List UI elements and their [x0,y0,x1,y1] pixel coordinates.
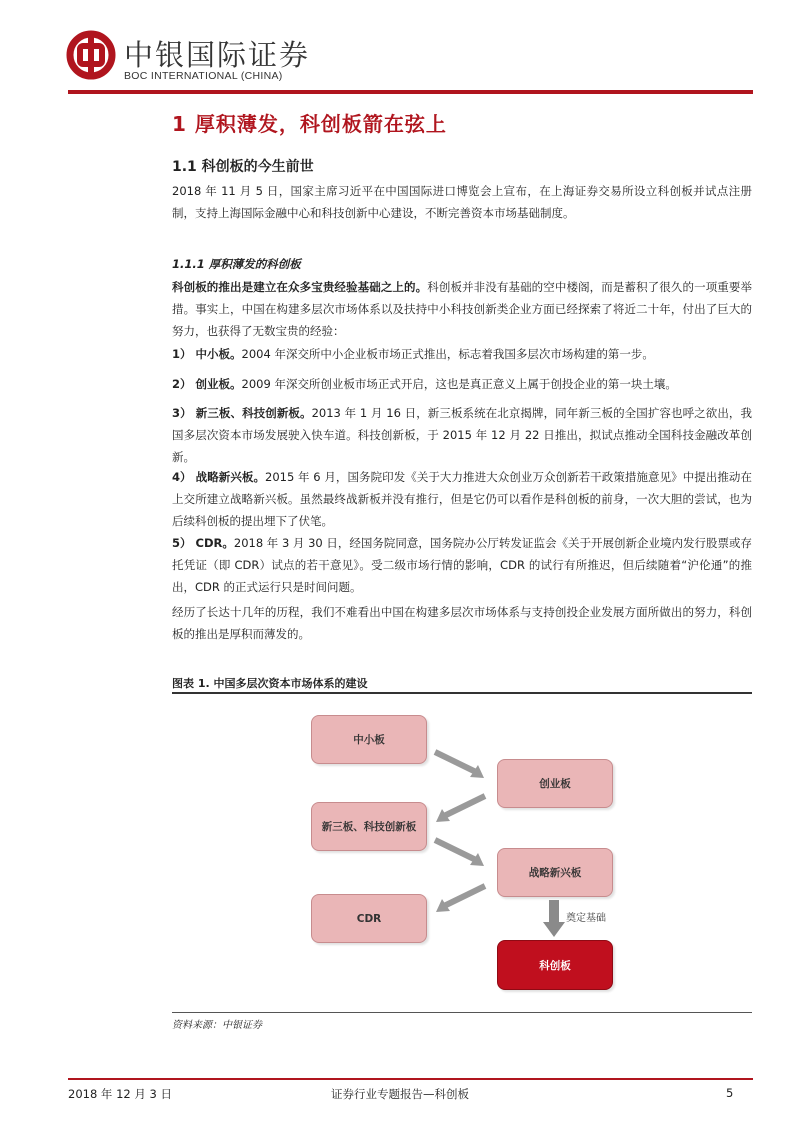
list-item-label: 3） 新三板、科技创新板。 [172,406,312,420]
footer-divider [68,1078,753,1080]
list-item-text: 2013 年 1 月 16 日，新三板系统在北京揭牌，同年新三板的全国扩容也呼之欲出，我国多层次资本市场发展驶入快车道。科技创新板，于 2015 年 12 月 22 日推出，拟试点推动全国科技金融改革创新。 [172,406,752,464]
boc-logo-icon [66,30,116,80]
arrow-left-down-icon [432,792,488,824]
page-number: 5 [726,1086,734,1100]
arrow-right-down-icon [432,836,488,868]
arrow-left-down-icon [432,882,488,914]
flow-box-chinext: 创业板 [497,759,613,808]
brand-name-en: BOC INTERNATIONAL (CHINA) [124,70,283,82]
sub-subsection-title: 1.1.1 厚积薄发的科创板 [172,257,301,271]
figure-source: 资料来源：中银证券 [172,1020,262,1031]
flow-box-strategic-board: 战略新兴板 [497,848,613,897]
subsection-title: 1.1 科创板的今生前世 [172,159,314,175]
header-divider [68,90,753,94]
list-item-label: 4） 战略新兴板。 [172,470,266,484]
list-item-text: 2018 年 3 月 30 日，经国务院同意，国务院办公厅转发证监会《关于开展创新企业境内发行股票或存托凭证（即 CDR）试点的若干意见》。受二级市场行情的影响，CDR 的试行有所推迟，但后续随着“沪伦通”的推出，CDR 的正式运行只是时间问题。 [172,536,752,594]
figure-divider [172,692,752,694]
list-item [172,466,752,532]
footer-report-title: 证券行业专题报告—科创板 [331,1087,469,1101]
section-title: 1 厚积薄发，科创板箭在弦上 [172,112,447,136]
list-item-text: 2015 年 6 月，国务院印发《关于大力推进大众创业万众创新若干政策措施意见》中提出推动在上交所建立战略新兴板。虽然最终战新板并没有推行，但是它仍可以看作是科创板的前身，一次大胆的尝试，也为后续科创板的提出埋下了伏笔。 [172,470,752,528]
list-item-label: 1） 中小板。 [172,347,242,361]
list-item [172,402,752,468]
closing-paragraph: 经历了长达十几年的历程，我们不难看出中国在构建多层次市场体系与支持创投企业发展方面所做出的努力，科创板的推出是厚积而薄发的。 [172,605,752,641]
flow-box-neeq: 新三板、科技创新板 [311,802,427,851]
flow-box-star-market: 科创板 [497,940,613,990]
lead-rest-text: 科创板并非没有基础的空中楼阁，而是蓄积了很久的一项重要举措。事实上，中国在构建多层次市场体系以及扶持中小科技创新类企业方面已经探索了将近二十年，付出了巨大的努力，也获得了无数宝贵的经验： [172,280,753,338]
figure-title: 图表 1. 中国多层次资本市场体系的建设 [172,677,368,690]
arrow-down-icon [542,900,566,938]
arrow-right-down-icon [432,748,488,780]
flow-box-cdr: CDR [311,894,427,943]
list-item [172,532,752,598]
list-item [172,343,752,365]
list-item-label: 5） CDR。 [172,536,234,550]
intro-paragraph: 2018 年 11 月 5 日，国家主席习近平在中国国际进口博览会上宣布，在上海证券交易所设立科创板并试点注册制，支持上海国际金融中心和科技创新中心建设，不断完善资本市场基础制度。 [172,184,752,220]
flow-box-sme-board: 中小板 [311,715,427,764]
foundation-label: 奠定基础 [566,913,606,924]
footer-date: 2018 年 12 月 3 日 [68,1087,172,1101]
list-item-text: 2009 年深交所创业板市场正式开启，这也是真正意义上属于创投企业的第一块土壤。 [241,377,677,391]
source-divider [172,1012,752,1013]
list-item-text: 2004 年深交所中小企业板市场正式推出，标志着我国多层次市场构建的第一步。 [241,347,654,361]
list-item-label: 2） 创业板。 [172,377,242,391]
brand-name-cn: 中银国际证券 [124,38,311,72]
lead-bold-text: 科创板的推出是建立在众多宝贵经验基础之上的。 [172,280,428,294]
list-item [172,373,752,395]
lead-paragraph [172,276,752,342]
